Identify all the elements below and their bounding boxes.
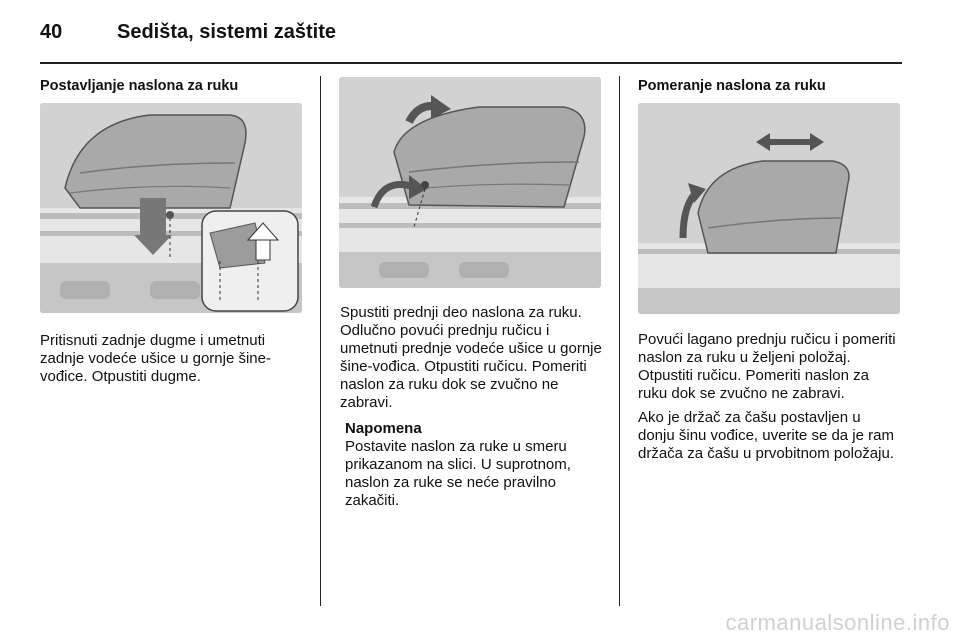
page-title: Sedišta, sistemi zaštite (117, 21, 336, 43)
armrest-slide-illustration (638, 103, 900, 314)
column-divider-1 (320, 76, 321, 606)
watermark: carmanualsonline.info (725, 610, 950, 635)
armrest-front-figure (339, 77, 601, 288)
note-text: Postavite naslon za ruke u smeru prikazanom na slici. U suprotnom, naslon za ruke se neće pravilno zakačiti. (345, 438, 571, 509)
section-heading-install-text: Postavljanje naslona za ruku (40, 78, 239, 94)
section-heading-install (40, 78, 308, 94)
header-rule (40, 62, 902, 64)
section-heading-move (638, 78, 906, 94)
armrest-slide-figure (638, 103, 900, 314)
front-instructions (340, 304, 608, 412)
armrest-install-illustration (40, 103, 302, 313)
page-number: 40 (40, 21, 63, 43)
move-instructions-text-2: Ako je držač za čašu postavljen u donju šinu vođice, uverite se da je ram držača za čašu u prvobitnom položaju. (638, 409, 894, 462)
install-instructions (40, 332, 308, 386)
note-box (345, 420, 605, 510)
armrest-front-lift-illustration (339, 77, 601, 288)
section-heading-move-text: Pomeranje naslona za ruku (638, 78, 826, 94)
move-instructions-text-1: Povući lagano prednju ručicu i pomeriti naslon za ruku u željeni položaj. Otpustiti ručicu. Pomeriti naslon za ruku dok se zvučno ne zabravi. (638, 331, 896, 402)
front-instructions-text: Spustiti prednji deo naslona za ruku. Odlučno povući prednju ručicu i umetnuti prednje vodeće ušice u gornje šine-vođica. Otpustiti ručicu. Pomeriti naslon za ruku dok se zvučno ne zabravi. (340, 304, 602, 411)
install-instructions-text: Pritisnuti zadnje dugme i umetnuti zadnje vodeće ušice u gornje šine-vođice. Otpustiti dugme. (40, 332, 271, 385)
armrest-install-figure (40, 103, 302, 313)
column-divider-2 (619, 76, 620, 606)
move-instructions (638, 331, 900, 463)
note-title: Napomena (345, 420, 422, 437)
